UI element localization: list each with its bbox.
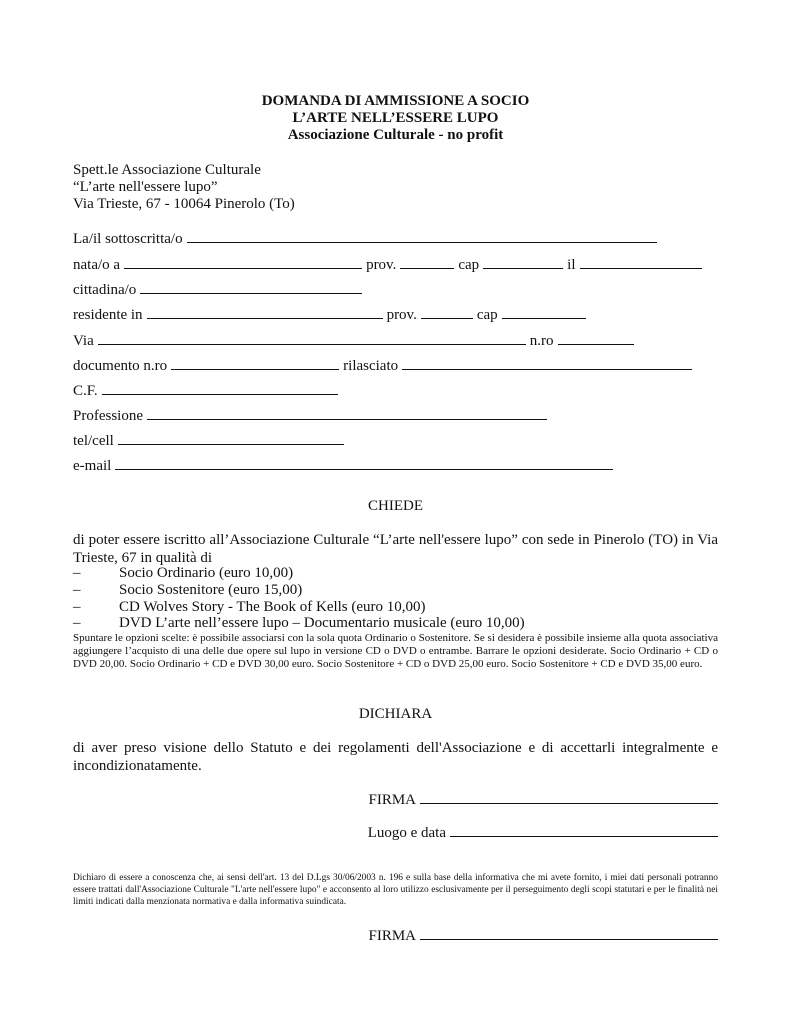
chiede-text: di poter essere iscritto all’Associazione Culturale “L’arte nell'essere lupo” con sede in Pinerolo (TO) in Via Trieste, 67 in qualità di — [73, 532, 718, 566]
option-dash: – — [73, 599, 81, 615]
label-res-prov: prov. — [386, 307, 417, 323]
option-label: Socio Ordinario (euro 10,00) — [119, 565, 294, 581]
option-dash: – — [73, 582, 81, 598]
field-row-street — [73, 331, 638, 350]
field-row-email — [73, 456, 617, 475]
input-res-prov[interactable] — [421, 305, 473, 319]
label-cap: cap — [458, 257, 480, 273]
address-line-2: “L’arte nell'essere lupo” — [73, 179, 218, 195]
field-row-residence — [73, 305, 590, 324]
dichiara-text: di aver preso visione dello Statuto e dei regolamenti dell'Associazione e di accettarli integralmente e incondizionatamente. — [73, 740, 718, 774]
input-signature-2[interactable] — [420, 926, 718, 940]
label-sottoscritto: La/il sottoscritta/o — [73, 231, 183, 247]
option-socio-ordinario[interactable] — [73, 564, 293, 582]
option-label: DVD L’arte nell’essere lupo – Documentario musicale (euro 10,00) — [119, 615, 525, 631]
privacy-consent-text: Dichiaro di essere a conoscenza che, ai sensi dell'art. 13 del D.Lgs 30/06/2003 n. 196 e sulla base della informativa che mi avete fornito, i miei dati personali potranno essere trattati dall'Associazione Culturale "L'arte nell'essere lupo" e acconsento al loro utilizzo esclusivamente per il perseguimento degli scopi statutari e per le finalità nei limiti indicati dalla menzionata normativa e dalla informativa suindicata. — [73, 873, 718, 907]
form-title: DOMANDA DI AMMISSIONE A SOCIO — [261, 93, 530, 109]
address-line-3: Via Trieste, 67 - 10064 Pinerolo (To) — [73, 196, 295, 212]
option-dash: – — [73, 615, 81, 631]
input-place-date[interactable] — [450, 823, 718, 837]
option-socio-sostenitore[interactable] — [73, 581, 302, 599]
field-row-phone — [73, 431, 348, 450]
address-line-1: Spett.le Associazione Culturale — [73, 162, 261, 178]
option-label: Socio Sostenitore (euro 15,00) — [119, 582, 303, 598]
input-birth-prov[interactable] — [400, 255, 454, 269]
field-row-birth — [73, 255, 706, 274]
field-row-citizenship — [73, 280, 366, 299]
input-res-cap[interactable] — [502, 305, 586, 319]
input-birth-cap[interactable] — [483, 255, 563, 269]
label-nro: n.ro — [529, 333, 554, 349]
field-row-document — [73, 356, 696, 375]
signature-row — [368, 790, 718, 809]
label-telcell: tel/cell — [73, 433, 114, 449]
label-professione: Professione — [73, 408, 143, 424]
field-row-name — [73, 229, 661, 248]
input-birthplace[interactable] — [124, 255, 362, 269]
input-citizenship[interactable] — [140, 280, 362, 294]
label-via: Via — [73, 333, 94, 349]
association-name: L’ARTE NELL’ESSERE LUPO — [292, 110, 499, 126]
input-street[interactable] — [98, 331, 526, 345]
input-issued-by[interactable] — [402, 356, 692, 370]
label-luogo: Luogo e data — [367, 825, 446, 841]
association-subtitle: Associazione Culturale - no profit — [287, 127, 504, 143]
label-il: il — [567, 257, 576, 273]
input-signature[interactable] — [420, 790, 718, 804]
input-residence[interactable] — [147, 305, 383, 319]
option-label: CD Wolves Story - The Book of Kells (euro 10,00) — [119, 599, 426, 615]
input-email[interactable] — [115, 456, 613, 470]
label-res-cap: cap — [476, 307, 498, 323]
label-email: e-mail — [73, 458, 112, 474]
options-note: Spuntare le opzioni scelte: è possibile associarsi con la sola quota Ordinario o Sostenitore. Se si desidera è possibile insieme alla quota associativa aggiungere l’acquisto di una delle due opere sul lupo in versione CD o DVD o entrambe. Barrare le opzioni desiderate. Socio Ordinario + CD o DVD 20,00. Socio Ordinario + CD e DVD 30,00 euro. Socio Sostenitore + CD o DVD 25,00 euro. Socio Sostenitore + CD e DVD 35,00 euro. — [73, 632, 718, 670]
label-firma-2: FIRMA — [368, 928, 416, 944]
label-residente: residente in — [73, 307, 143, 323]
label-cf: C.F. — [73, 383, 98, 399]
input-document-number[interactable] — [171, 356, 339, 370]
field-row-profession — [73, 406, 551, 425]
option-dash: – — [73, 565, 81, 581]
label-cittadina: cittadina/o — [73, 282, 137, 298]
input-profession[interactable] — [147, 406, 547, 420]
input-name[interactable] — [187, 229, 657, 243]
field-row-cf — [73, 381, 342, 400]
input-tax-code[interactable] — [102, 381, 338, 395]
chiede-heading: CHIEDE — [368, 498, 423, 514]
label-firma: FIRMA — [368, 792, 416, 808]
input-street-number[interactable] — [558, 331, 634, 345]
label-rilasciato: rilasciato — [343, 358, 399, 374]
dichiara-heading: DICHIARA — [358, 706, 433, 722]
label-prov: prov. — [366, 257, 397, 273]
label-nato: nata/o a — [73, 257, 121, 273]
input-birth-date[interactable] — [580, 255, 702, 269]
place-date-row — [368, 823, 718, 842]
signature-row-2 — [368, 926, 718, 945]
option-dvd-documentario[interactable] — [73, 614, 525, 632]
input-phone[interactable] — [118, 431, 344, 445]
label-documento: documento n.ro — [73, 358, 168, 374]
